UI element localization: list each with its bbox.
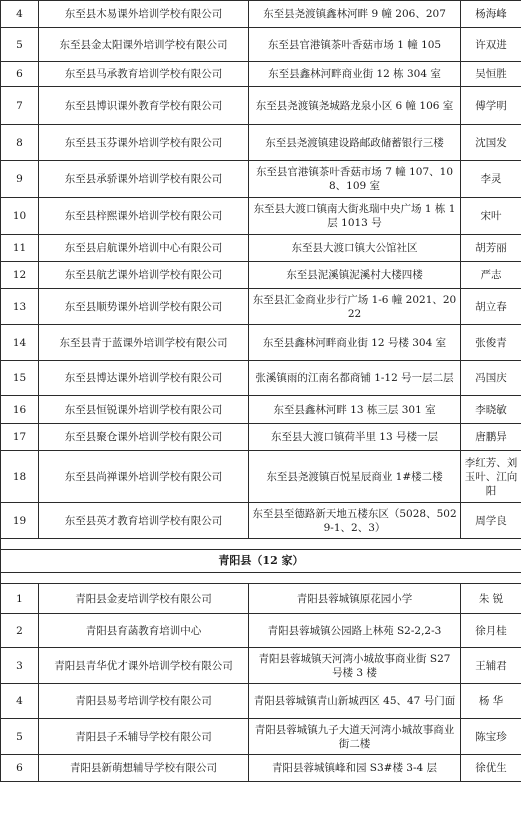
school-name: 青阳县育菡教育培训中心 [39, 614, 249, 648]
table-row [1, 614, 521, 648]
contact-person: 胡芳丽 [461, 235, 521, 262]
contact-person: 沈国发 [461, 125, 521, 161]
school-address: 青阳县蓉城镇峰和园 S3#楼 3-4 层 [249, 755, 461, 782]
contact-person: 李灵 [461, 161, 521, 198]
school-name: 东至县聚仓课外培训学校有限公司 [39, 424, 249, 451]
table-row [1, 262, 521, 289]
school-name: 东至县青于蓝课外培训学校有限公司 [39, 325, 249, 361]
row-number: 12 [1, 262, 39, 289]
school-name: 东至县木易课外培训学校有限公司 [39, 1, 249, 28]
school-name: 青阳县易考培训学校有限公司 [39, 684, 249, 719]
school-address: 东至县鑫林河畔商业街 12 栋 304 室 [249, 62, 461, 87]
school-address: 东至县大渡口镇荷半里 13 号楼一层 [249, 424, 461, 451]
table-row [1, 584, 521, 614]
row-number: 6 [1, 755, 39, 782]
row-number: 17 [1, 424, 39, 451]
school-name: 东至县航艺课外培训学校有限公司 [39, 262, 249, 289]
school-name: 东至县博识课外教育学校有限公司 [39, 87, 249, 125]
school-address: 东至县尧渡镇百悦星辰商业 1#楼二楼 [249, 451, 461, 503]
row-number: 6 [1, 62, 39, 87]
row-number: 4 [1, 684, 39, 719]
table-row [1, 289, 521, 325]
table-row [1, 125, 521, 161]
school-name: 东至县马承教育培训学校有限公司 [39, 62, 249, 87]
contact-person: 朱 锐 [461, 584, 521, 614]
row-number: 3 [1, 648, 39, 684]
contact-person: 杨海峰 [461, 1, 521, 28]
spacer-row [1, 539, 521, 550]
top-rows [1, 1, 521, 539]
row-number: 5 [1, 28, 39, 62]
contact-person: 李晓敏 [461, 396, 521, 424]
school-name: 青阳县新萌想辅导学校有限公司 [39, 755, 249, 782]
section-header-row [1, 550, 521, 573]
contact-person: 宋叶 [461, 198, 521, 235]
spacer-cell [1, 573, 521, 584]
contact-person: 李红芳、刘玉叶、江向阳 [461, 451, 521, 503]
table-row [1, 161, 521, 198]
school-name: 东至县博达课外培训学校有限公司 [39, 361, 249, 396]
table-row [1, 28, 521, 62]
school-address: 东至县尧渡镇建设路邮政储蓄银行三楼 [249, 125, 461, 161]
school-address: 青阳县蓉城镇青山新城西区 45、47 号门面 [249, 684, 461, 719]
school-name: 东至县顺势课外培训学校有限公司 [39, 289, 249, 325]
school-name: 东至县承骄课外培训学校有限公司 [39, 161, 249, 198]
table-row [1, 87, 521, 125]
contact-person: 杨 华 [461, 684, 521, 719]
school-address: 东至县泥溪镇泥溪村大楼四楼 [249, 262, 461, 289]
section-title: 青阳县（12 家） [1, 550, 521, 573]
row-number: 4 [1, 1, 39, 28]
contact-person: 张俊青 [461, 325, 521, 361]
row-number: 8 [1, 125, 39, 161]
table-row [1, 424, 521, 451]
table-row [1, 451, 521, 503]
school-address: 东至县大渡口镇大公馆社区 [249, 235, 461, 262]
row-number: 11 [1, 235, 39, 262]
school-name: 东至县尚禅课外培训学校有限公司 [39, 451, 249, 503]
contact-person: 胡立春 [461, 289, 521, 325]
school-address: 东至县鑫林河畔 13 栋三层 301 室 [249, 396, 461, 424]
school-name: 东至县启航课外培训中心有限公司 [39, 235, 249, 262]
school-address: 东至县官港镇茶叶香菇市场 1 幢 105 [249, 28, 461, 62]
contact-person: 王辅君 [461, 648, 521, 684]
school-address: 青阳县蓉城镇原花园小学 [249, 584, 461, 614]
table-row [1, 684, 521, 719]
row-number: 9 [1, 161, 39, 198]
row-number: 13 [1, 289, 39, 325]
row-number: 5 [1, 719, 39, 755]
contact-person: 许双进 [461, 28, 521, 62]
row-number: 19 [1, 503, 39, 539]
school-address: 东至县至德路新天地五楼东区（5028、5029-1、2、3） [249, 503, 461, 539]
school-address: 东至县鑫林河畔商业街 12 号楼 304 室 [249, 325, 461, 361]
table-row [1, 648, 521, 684]
school-name: 东至县金太阳课外培训学校有限公司 [39, 28, 249, 62]
table-row [1, 325, 521, 361]
table-row [1, 396, 521, 424]
school-address: 东至县官港镇茶叶香菇市场 7 幢 107、108、109 室 [249, 161, 461, 198]
school-name: 东至县梓熙课外培训学校有限公司 [39, 198, 249, 235]
school-name: 青阳县青华优才课外培训学校有限公司 [39, 648, 249, 684]
school-name: 青阳县金麦培训学校有限公司 [39, 584, 249, 614]
row-number: 7 [1, 87, 39, 125]
school-address: 东至县尧渡镇尧城路龙泉小区 6 幢 106 室 [249, 87, 461, 125]
contact-person: 傅学明 [461, 87, 521, 125]
spacer-row [1, 573, 521, 584]
row-number: 10 [1, 198, 39, 235]
row-number: 14 [1, 325, 39, 361]
school-name: 东至县英才教育培训学校有限公司 [39, 503, 249, 539]
bottom-rows [1, 584, 521, 782]
school-address: 张溪镇雨的江南名都商铺 1-12 号一层二层 [249, 361, 461, 396]
school-name: 青阳县子禾辅导学校有限公司 [39, 719, 249, 755]
table-row [1, 719, 521, 755]
row-number: 2 [1, 614, 39, 648]
table-row [1, 361, 521, 396]
table-row [1, 62, 521, 87]
contact-person: 唐鹏异 [461, 424, 521, 451]
contact-person: 周学良 [461, 503, 521, 539]
row-number: 18 [1, 451, 39, 503]
contact-person: 严志 [461, 262, 521, 289]
table-row [1, 198, 521, 235]
school-address: 青阳县蓉城镇九子大道天河湾小城故事商业街二楼 [249, 719, 461, 755]
school-name: 东至县恒锐课外培训学校有限公司 [39, 396, 249, 424]
row-number: 16 [1, 396, 39, 424]
contact-person: 吴恒胜 [461, 62, 521, 87]
row-number: 1 [1, 584, 39, 614]
contact-person: 徐优生 [461, 755, 521, 782]
contact-person: 徐月桂 [461, 614, 521, 648]
table-row [1, 503, 521, 539]
spacer-cell [1, 539, 521, 550]
row-number: 15 [1, 361, 39, 396]
contact-person: 陈宝珍 [461, 719, 521, 755]
school-address: 东至县汇金商业步行广场 1-6 幢 2021、2022 [249, 289, 461, 325]
table-row [1, 755, 521, 782]
school-address: 东至县大渡口镇南大街兆瑞中央广场 1 栋 1 层 1013 号 [249, 198, 461, 235]
contact-person: 冯国庆 [461, 361, 521, 396]
school-address: 东至县尧渡镇鑫林河畔 9 幢 206、207 [249, 1, 461, 28]
school-address: 青阳县蓉城镇公园路上林苑 S2-2,2-3 [249, 614, 461, 648]
table-row [1, 235, 521, 262]
section-block [1, 539, 521, 584]
school-name: 东至县玉芬课外培训学校有限公司 [39, 125, 249, 161]
school-address: 青阳县蓉城镇天河湾小城故事商业街 S27 号楼 3 楼 [249, 648, 461, 684]
table-row [1, 1, 521, 28]
